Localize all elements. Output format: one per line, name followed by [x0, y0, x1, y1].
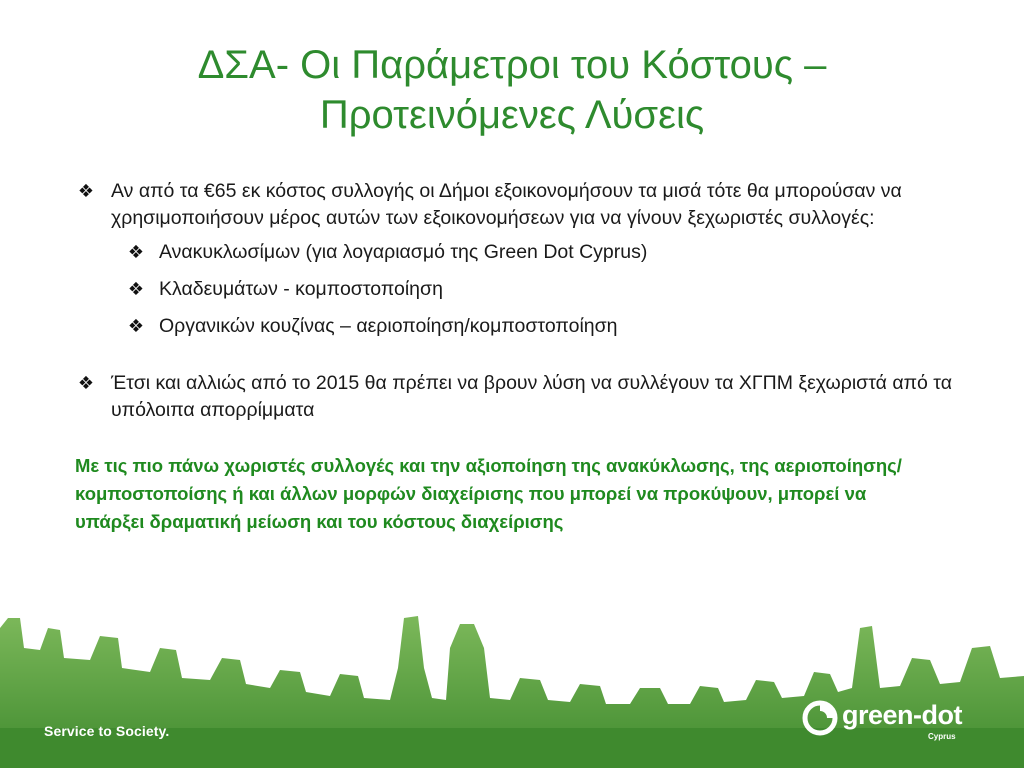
sub-bullet-item: [125, 313, 955, 340]
sub-bullet-text: Οργανικών κουζίνας – αεριοποίηση/κομποστοποίηση: [159, 315, 618, 337]
slide-title-line1: ΔΣΑ- Οι Παράμετροι του Κόστους –: [197, 43, 827, 87]
diamond-bullet-icon: ❖: [77, 181, 95, 201]
sub-bullet-text: Κλαδευμάτων - κομποστοποίηση: [159, 278, 443, 300]
bullet-item: [75, 370, 955, 424]
summary-text: Με τις πιο πάνω χωριστές συλλογές και την αξιοποίηση της ανακύκλωσης, της αεριοποίησης/κομποστοποίσης ή και άλλων μορφών διαχείρισης που μπορεί να προκύψουν, μπορεί να υπάρξει δραματική μείωση και του κόστους διαχείρισης: [75, 455, 902, 532]
bullet-item: [75, 178, 955, 232]
bullet-text: Έτσι και αλλιώς από το 2015 θα πρέπει να βρουν λύση να συλλέγουν τα ΧΓΠΜ ξεχωριστά από τα υπόλοιπα απορρίμματα: [111, 372, 953, 421]
logo-wordmark: green-dot: [842, 700, 962, 730]
footer-banner: [0, 588, 1024, 768]
slide-content: [75, 178, 955, 536]
footer-tagline: Service to Society.: [44, 723, 170, 739]
sub-bullet-list: [125, 239, 955, 340]
diamond-bullet-icon: ❖: [127, 279, 145, 299]
diamond-bullet-icon: ❖: [127, 316, 145, 336]
diamond-bullet-icon: ❖: [77, 373, 95, 393]
slide-title-line2: Προτεινόμενες Λύσεις: [319, 93, 705, 137]
sub-bullet-item: [125, 276, 955, 303]
bullet-text: Αν από τα €65 εκ κόστος συλλογής οι Δήμοι εξοικονομήσουν τα μισά τότε θα μπορούσαν να χρησιμοποιήσουν μέρος αυτών των εξοικονομήσεων για να γίνουν ξεχωριστές συλλογές:: [111, 180, 902, 229]
sub-bullet-text: Ανακυκλωσίμων (για λογαριασμό της Green Dot Cyprus): [159, 241, 648, 263]
sub-bullet-item: [125, 239, 955, 266]
logo-subtitle: Cyprus: [928, 732, 956, 741]
green-dot-symbol-icon: [802, 700, 838, 736]
slide-title: [0, 40, 1024, 140]
green-dot-logo: [802, 694, 982, 744]
diamond-bullet-icon: ❖: [127, 242, 145, 262]
